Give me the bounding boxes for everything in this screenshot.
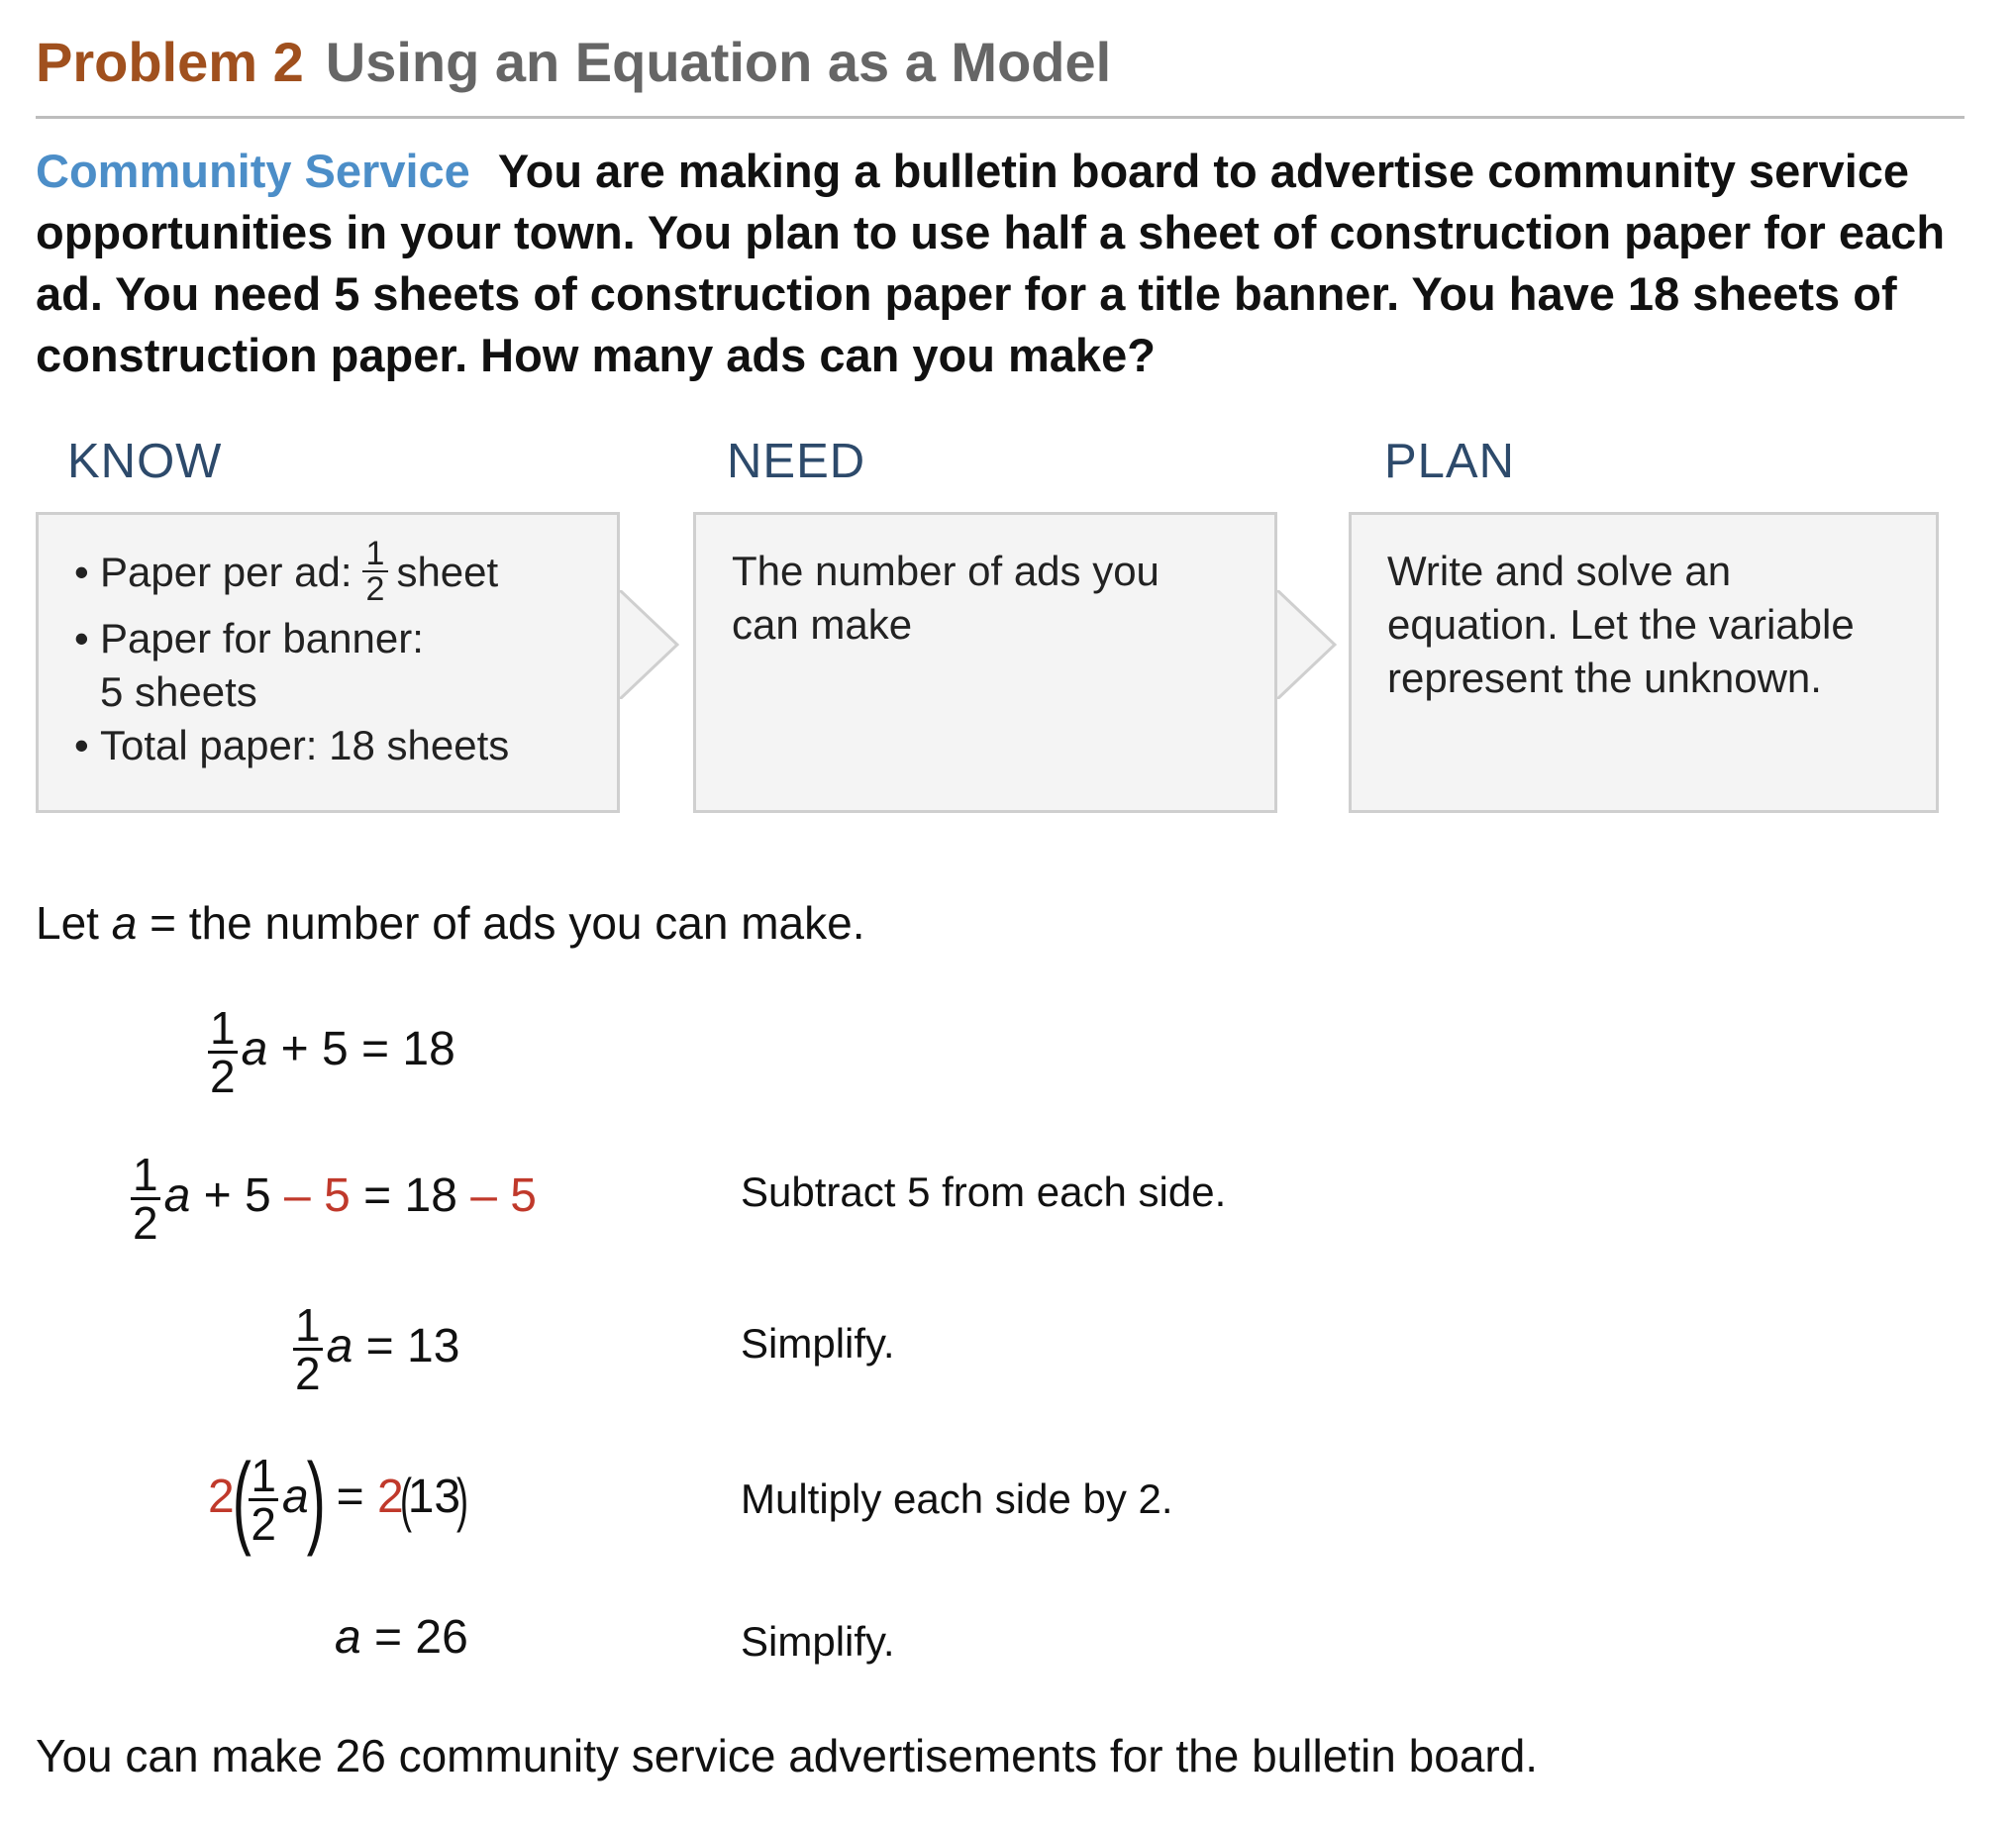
step-4-description: Multiply each side by 2. xyxy=(741,1475,1173,1522)
equation-step-1: $\frac{1}{2}$ a + 5 = 18 xyxy=(210,1002,455,1102)
step-3-description: Simplify. xyxy=(741,1320,895,1367)
problem-title xyxy=(36,30,1111,94)
plan-text: Write and solve an equation. Let the variable represent the unknown. xyxy=(1387,548,1855,701)
know-item: • Paper for banner: xyxy=(74,615,424,661)
equation-step-4: 2( $\frac{1}{2}$ a) = 2(13) xyxy=(208,1442,469,1558)
half-fraction: $\frac{1}{2}$ xyxy=(210,1002,236,1102)
know-item: • Total paper: 18 sheets xyxy=(74,722,510,768)
need-heading: NEED xyxy=(727,435,866,488)
arrow-right-icon xyxy=(1277,590,1337,699)
know-item: • Paper per ad: $\frac{1}{2}$ sheet xyxy=(74,535,499,608)
problem-number: Problem 2 xyxy=(36,31,304,93)
equation-step-5: a = 26 xyxy=(335,1611,468,1664)
half-fraction: $\frac{1}{2}$ xyxy=(133,1149,158,1249)
step-5-description: Simplify. xyxy=(741,1618,895,1665)
know-list xyxy=(74,535,510,772)
equation-step-2: $\frac{1}{2}$ a + 5 – 5 = 18 – 5 xyxy=(133,1149,537,1249)
half-fraction: $\frac{1}{2}$ xyxy=(251,1450,276,1550)
problem-text: You are making a bulletin board to advertise community service opportunities in your town. You plan to use half a sheet of construction paper for each ad. You need 5 sheets of construction paper for a title banner. You have 18 sheets of construction paper. How many ads can you make? xyxy=(36,145,1946,381)
need-box xyxy=(693,512,1277,813)
need-text: The number of ads you can make xyxy=(732,548,1159,648)
plan-box xyxy=(1349,512,1939,813)
context-label: Community Service xyxy=(36,145,470,197)
conclusion: You can make 26 community service advertisements for the bulletin board. xyxy=(36,1730,1539,1781)
know-heading: KNOW xyxy=(67,435,223,488)
step-2-description: Subtract 5 from each side. xyxy=(741,1168,1227,1215)
know-box xyxy=(36,512,620,813)
equation-step-3: $\frac{1}{2}$ a = 13 xyxy=(295,1299,460,1399)
half-fraction: $\frac{1}{2}$ xyxy=(295,1299,321,1399)
variable-definition: Let a = the number of ads you can make. xyxy=(36,897,865,949)
problem-heading: Using an Equation as a Model xyxy=(325,31,1112,93)
half-fraction: $\frac{1}{2}$ xyxy=(362,537,389,606)
plan-heading: PLAN xyxy=(1384,435,1516,488)
problem-statement xyxy=(36,141,1976,386)
title-divider xyxy=(36,116,1965,119)
arrow-right-icon xyxy=(620,590,679,699)
know-item-continuation: 5 sheets xyxy=(100,668,257,715)
